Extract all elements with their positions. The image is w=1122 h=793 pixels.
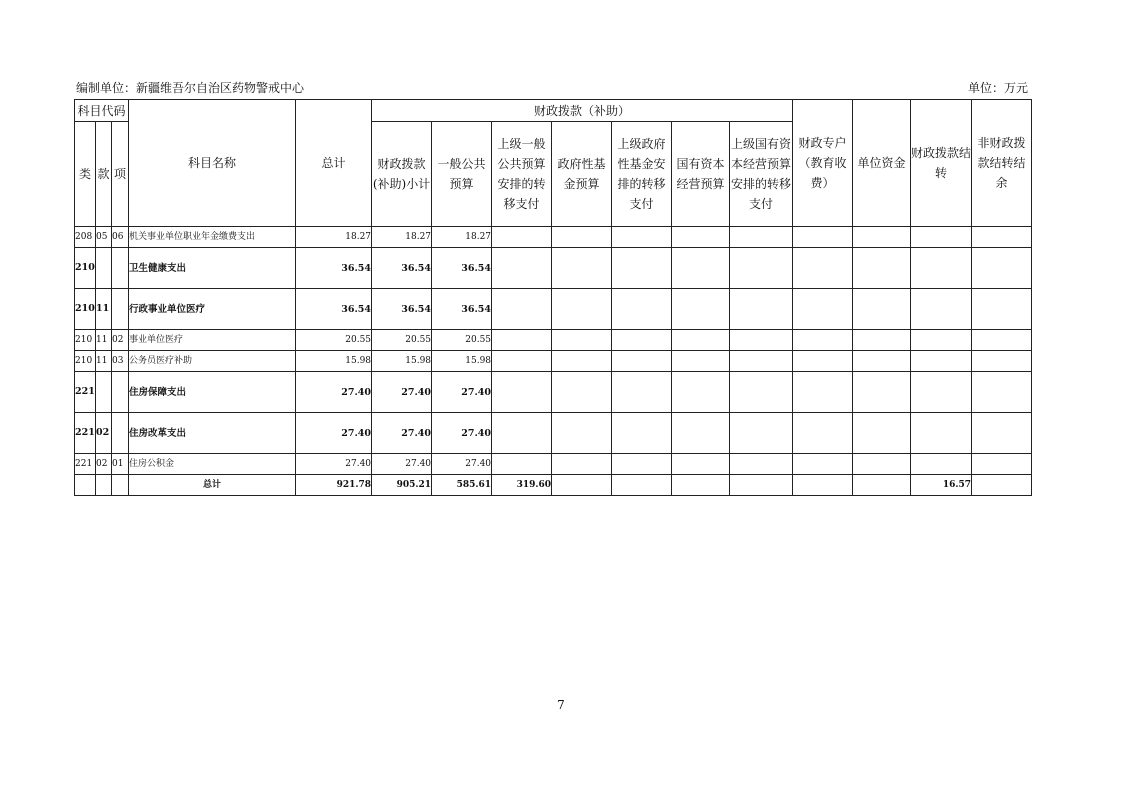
nonfiscal-carryover-header: 非财政拨款结转结余 (972, 100, 1032, 227)
lei-cell: 210 (75, 289, 96, 330)
xiang-cell (112, 289, 129, 330)
upper-state-capital-cell (730, 351, 793, 372)
carryover-cell (911, 351, 972, 372)
currency-unit: 单位：万元 (967, 81, 1028, 95)
fiscal-special-cell (793, 372, 853, 413)
lei-cell: 210 (75, 330, 96, 351)
lei-header: 类 (75, 122, 96, 227)
total-cell: 15.98 (296, 351, 372, 372)
upper-general-cell (492, 372, 552, 413)
name-cell: 行政事业单位医疗 (129, 289, 296, 330)
gov-fund-cell (552, 248, 612, 289)
kuan-cell (96, 248, 112, 289)
nonfiscal-carryover-cell (972, 351, 1032, 372)
name-cell: 住房改革支出 (129, 413, 296, 454)
gov-fund-header: 政府性基金预算 (552, 122, 612, 227)
table-row (75, 289, 1032, 330)
total-cell: 36.54 (296, 248, 372, 289)
state-capital-cell (672, 372, 730, 413)
kuan-cell (96, 372, 112, 413)
nonfiscal-carryover-cell (972, 248, 1032, 289)
total-general: 585.61 (432, 475, 492, 496)
lei-cell: 221 (75, 372, 96, 413)
total-cell: 27.40 (296, 372, 372, 413)
total-upper-general: 319.60 (492, 475, 552, 496)
upper-fund-cell (612, 413, 672, 454)
xiang-cell (112, 248, 129, 289)
table-row (75, 413, 1032, 454)
general-cell: 27.40 (432, 372, 492, 413)
subtotal-cell: 36.54 (372, 248, 432, 289)
upper-general-cell (492, 330, 552, 351)
carryover-cell (911, 248, 972, 289)
total-upper-fund (612, 475, 672, 496)
total-header: 总计 (296, 100, 372, 227)
table-row (75, 372, 1032, 413)
carryover-cell (911, 413, 972, 454)
total-lei-cell (75, 475, 96, 496)
xiang-cell: 03 (112, 351, 129, 372)
state-capital-cell (672, 227, 730, 248)
general-cell: 27.40 (432, 454, 492, 475)
name-cell: 住房公积金 (129, 454, 296, 475)
state-capital-header: 国有资本经营预算 (672, 122, 730, 227)
upper-general-cell (492, 248, 552, 289)
xiang-cell (112, 372, 129, 413)
nonfiscal-carryover-cell (972, 330, 1032, 351)
subtotal-cell: 20.55 (372, 330, 432, 351)
subtotal-cell: 36.54 (372, 289, 432, 330)
upper-state-capital-cell (730, 454, 793, 475)
upper-general-transfer-header: 上级一般公共预算安排的转移支付 (492, 122, 552, 227)
gov-fund-cell (552, 454, 612, 475)
general-budget-header: 一般公共预算 (432, 122, 492, 227)
fiscal-special-cell (793, 330, 853, 351)
carryover-cell (911, 330, 972, 351)
upper-state-capital-cell (730, 330, 793, 351)
unit-funds-cell (853, 351, 911, 372)
general-cell: 36.54 (432, 248, 492, 289)
subtotal-cell: 18.27 (372, 227, 432, 248)
budget-table (74, 99, 1032, 496)
total-cell: 27.40 (296, 413, 372, 454)
unit-funds-cell (853, 454, 911, 475)
upper-fund-cell (612, 227, 672, 248)
unit-funds-header: 单位资金 (853, 100, 911, 227)
nonfiscal-carryover-cell (972, 413, 1032, 454)
nonfiscal-carryover-cell (972, 454, 1032, 475)
total-fiscal-special (793, 475, 853, 496)
table-row (75, 351, 1032, 372)
gov-fund-cell (552, 289, 612, 330)
state-capital-cell (672, 413, 730, 454)
carryover-cell (911, 454, 972, 475)
page-number: 7 (557, 698, 565, 712)
lei-cell: 221 (75, 413, 96, 454)
table-body (75, 227, 1032, 475)
fiscal-special-cell (793, 289, 853, 330)
nonfiscal-carryover-cell (972, 227, 1032, 248)
kuan-cell: 02 (96, 413, 112, 454)
kuan-cell: 05 (96, 227, 112, 248)
total-state-capital (672, 475, 730, 496)
carryover-cell (911, 227, 972, 248)
fiscal-subtotal-header: 财政拨款(补助)小计 (372, 122, 432, 227)
general-cell: 18.27 (432, 227, 492, 248)
total-xiang-cell (112, 475, 129, 496)
name-cell: 卫生健康支出 (129, 248, 296, 289)
upper-fund-cell (612, 454, 672, 475)
fiscal-special-cell (793, 351, 853, 372)
code-group-header: 科目代码 (75, 100, 129, 122)
fiscal-special-cell (793, 413, 853, 454)
name-cell: 住房保障支出 (129, 372, 296, 413)
general-cell: 36.54 (432, 289, 492, 330)
unit-funds-cell (853, 413, 911, 454)
unit-funds-cell (853, 372, 911, 413)
table-row (75, 454, 1032, 475)
table-row (75, 227, 1032, 248)
xiang-header: 项 (112, 122, 129, 227)
upper-fund-cell (612, 372, 672, 413)
lei-cell: 210 (75, 248, 96, 289)
total-row (75, 475, 1032, 496)
subtotal-cell: 27.40 (372, 454, 432, 475)
general-cell: 27.40 (432, 413, 492, 454)
gov-fund-cell (552, 330, 612, 351)
total-carryover: 16.57 (911, 475, 972, 496)
upper-fund-cell (612, 248, 672, 289)
unit-funds-cell (853, 227, 911, 248)
total-total: 921.78 (296, 475, 372, 496)
upper-general-cell (492, 454, 552, 475)
kuan-cell: 02 (96, 454, 112, 475)
subtotal-cell: 27.40 (372, 372, 432, 413)
total-cell: 18.27 (296, 227, 372, 248)
upper-state-capital-cell (730, 289, 793, 330)
upper-fund-transfer-header: 上级政府性基金安排的转移支付 (612, 122, 672, 227)
gov-fund-cell (552, 227, 612, 248)
upper-state-capital-cell (730, 372, 793, 413)
lei-cell: 210 (75, 351, 96, 372)
fiscal-special-header: 财政专户（教育收费） (793, 100, 853, 227)
unit-funds-cell (853, 289, 911, 330)
name-cell: 机关事业单位职业年金缴费支出 (129, 227, 296, 248)
name-cell: 事业单位医疗 (129, 330, 296, 351)
fiscal-group-header: 财政拨款（补助） (372, 100, 793, 122)
fiscal-carryover-header: 财政拨款结转 (911, 100, 972, 227)
upper-general-cell (492, 413, 552, 454)
general-cell: 15.98 (432, 351, 492, 372)
total-upper-state-capital (730, 475, 793, 496)
upper-fund-cell (612, 289, 672, 330)
unit-funds-cell (853, 330, 911, 351)
gov-fund-cell (552, 351, 612, 372)
compiling-unit: 编制单位：新疆维吾尔自治区药物警戒中心 (76, 81, 305, 95)
upper-fund-cell (612, 351, 672, 372)
kuan-header: 款 (96, 122, 112, 227)
kuan-cell: 11 (96, 330, 112, 351)
state-capital-cell (672, 351, 730, 372)
state-capital-cell (672, 289, 730, 330)
total-cell: 20.55 (296, 330, 372, 351)
nonfiscal-carryover-cell (972, 372, 1032, 413)
total-cell: 27.40 (296, 454, 372, 475)
total-kuan-cell (96, 475, 112, 496)
gov-fund-cell (552, 372, 612, 413)
upper-general-cell (492, 351, 552, 372)
xiang-cell: 01 (112, 454, 129, 475)
carryover-cell (911, 289, 972, 330)
state-capital-cell (672, 330, 730, 351)
name-header: 科目名称 (129, 100, 296, 227)
total-label: 总计 (129, 475, 296, 496)
total-gov-fund (552, 475, 612, 496)
upper-general-cell (492, 289, 552, 330)
xiang-cell: 02 (112, 330, 129, 351)
upper-state-capital-cell (730, 227, 793, 248)
fiscal-special-cell (793, 454, 853, 475)
state-capital-cell (672, 248, 730, 289)
general-cell: 20.55 (432, 330, 492, 351)
name-cell: 公务员医疗补助 (129, 351, 296, 372)
upper-fund-cell (612, 330, 672, 351)
upper-general-cell (492, 227, 552, 248)
state-capital-cell (672, 454, 730, 475)
nonfiscal-carryover-cell (972, 289, 1032, 330)
unit-funds-cell (853, 248, 911, 289)
table-row (75, 330, 1032, 351)
kuan-cell: 11 (96, 289, 112, 330)
xiang-cell (112, 413, 129, 454)
lei-cell: 208 (75, 227, 96, 248)
upper-state-capital-cell (730, 248, 793, 289)
table-row (75, 248, 1032, 289)
total-unit-funds (853, 475, 911, 496)
xiang-cell: 06 (112, 227, 129, 248)
total-cell: 36.54 (296, 289, 372, 330)
fiscal-special-cell (793, 227, 853, 248)
subtotal-cell: 27.40 (372, 413, 432, 454)
fiscal-special-cell (793, 248, 853, 289)
upper-state-capital-cell (730, 413, 793, 454)
lei-cell: 221 (75, 454, 96, 475)
total-nonfiscal-carryover (972, 475, 1032, 496)
carryover-cell (911, 372, 972, 413)
gov-fund-cell (552, 413, 612, 454)
total-subtotal: 905.21 (372, 475, 432, 496)
subtotal-cell: 15.98 (372, 351, 432, 372)
kuan-cell: 11 (96, 351, 112, 372)
upper-state-capital-transfer-header: 上级国有资本经营预算安排的转移支付 (730, 122, 793, 227)
